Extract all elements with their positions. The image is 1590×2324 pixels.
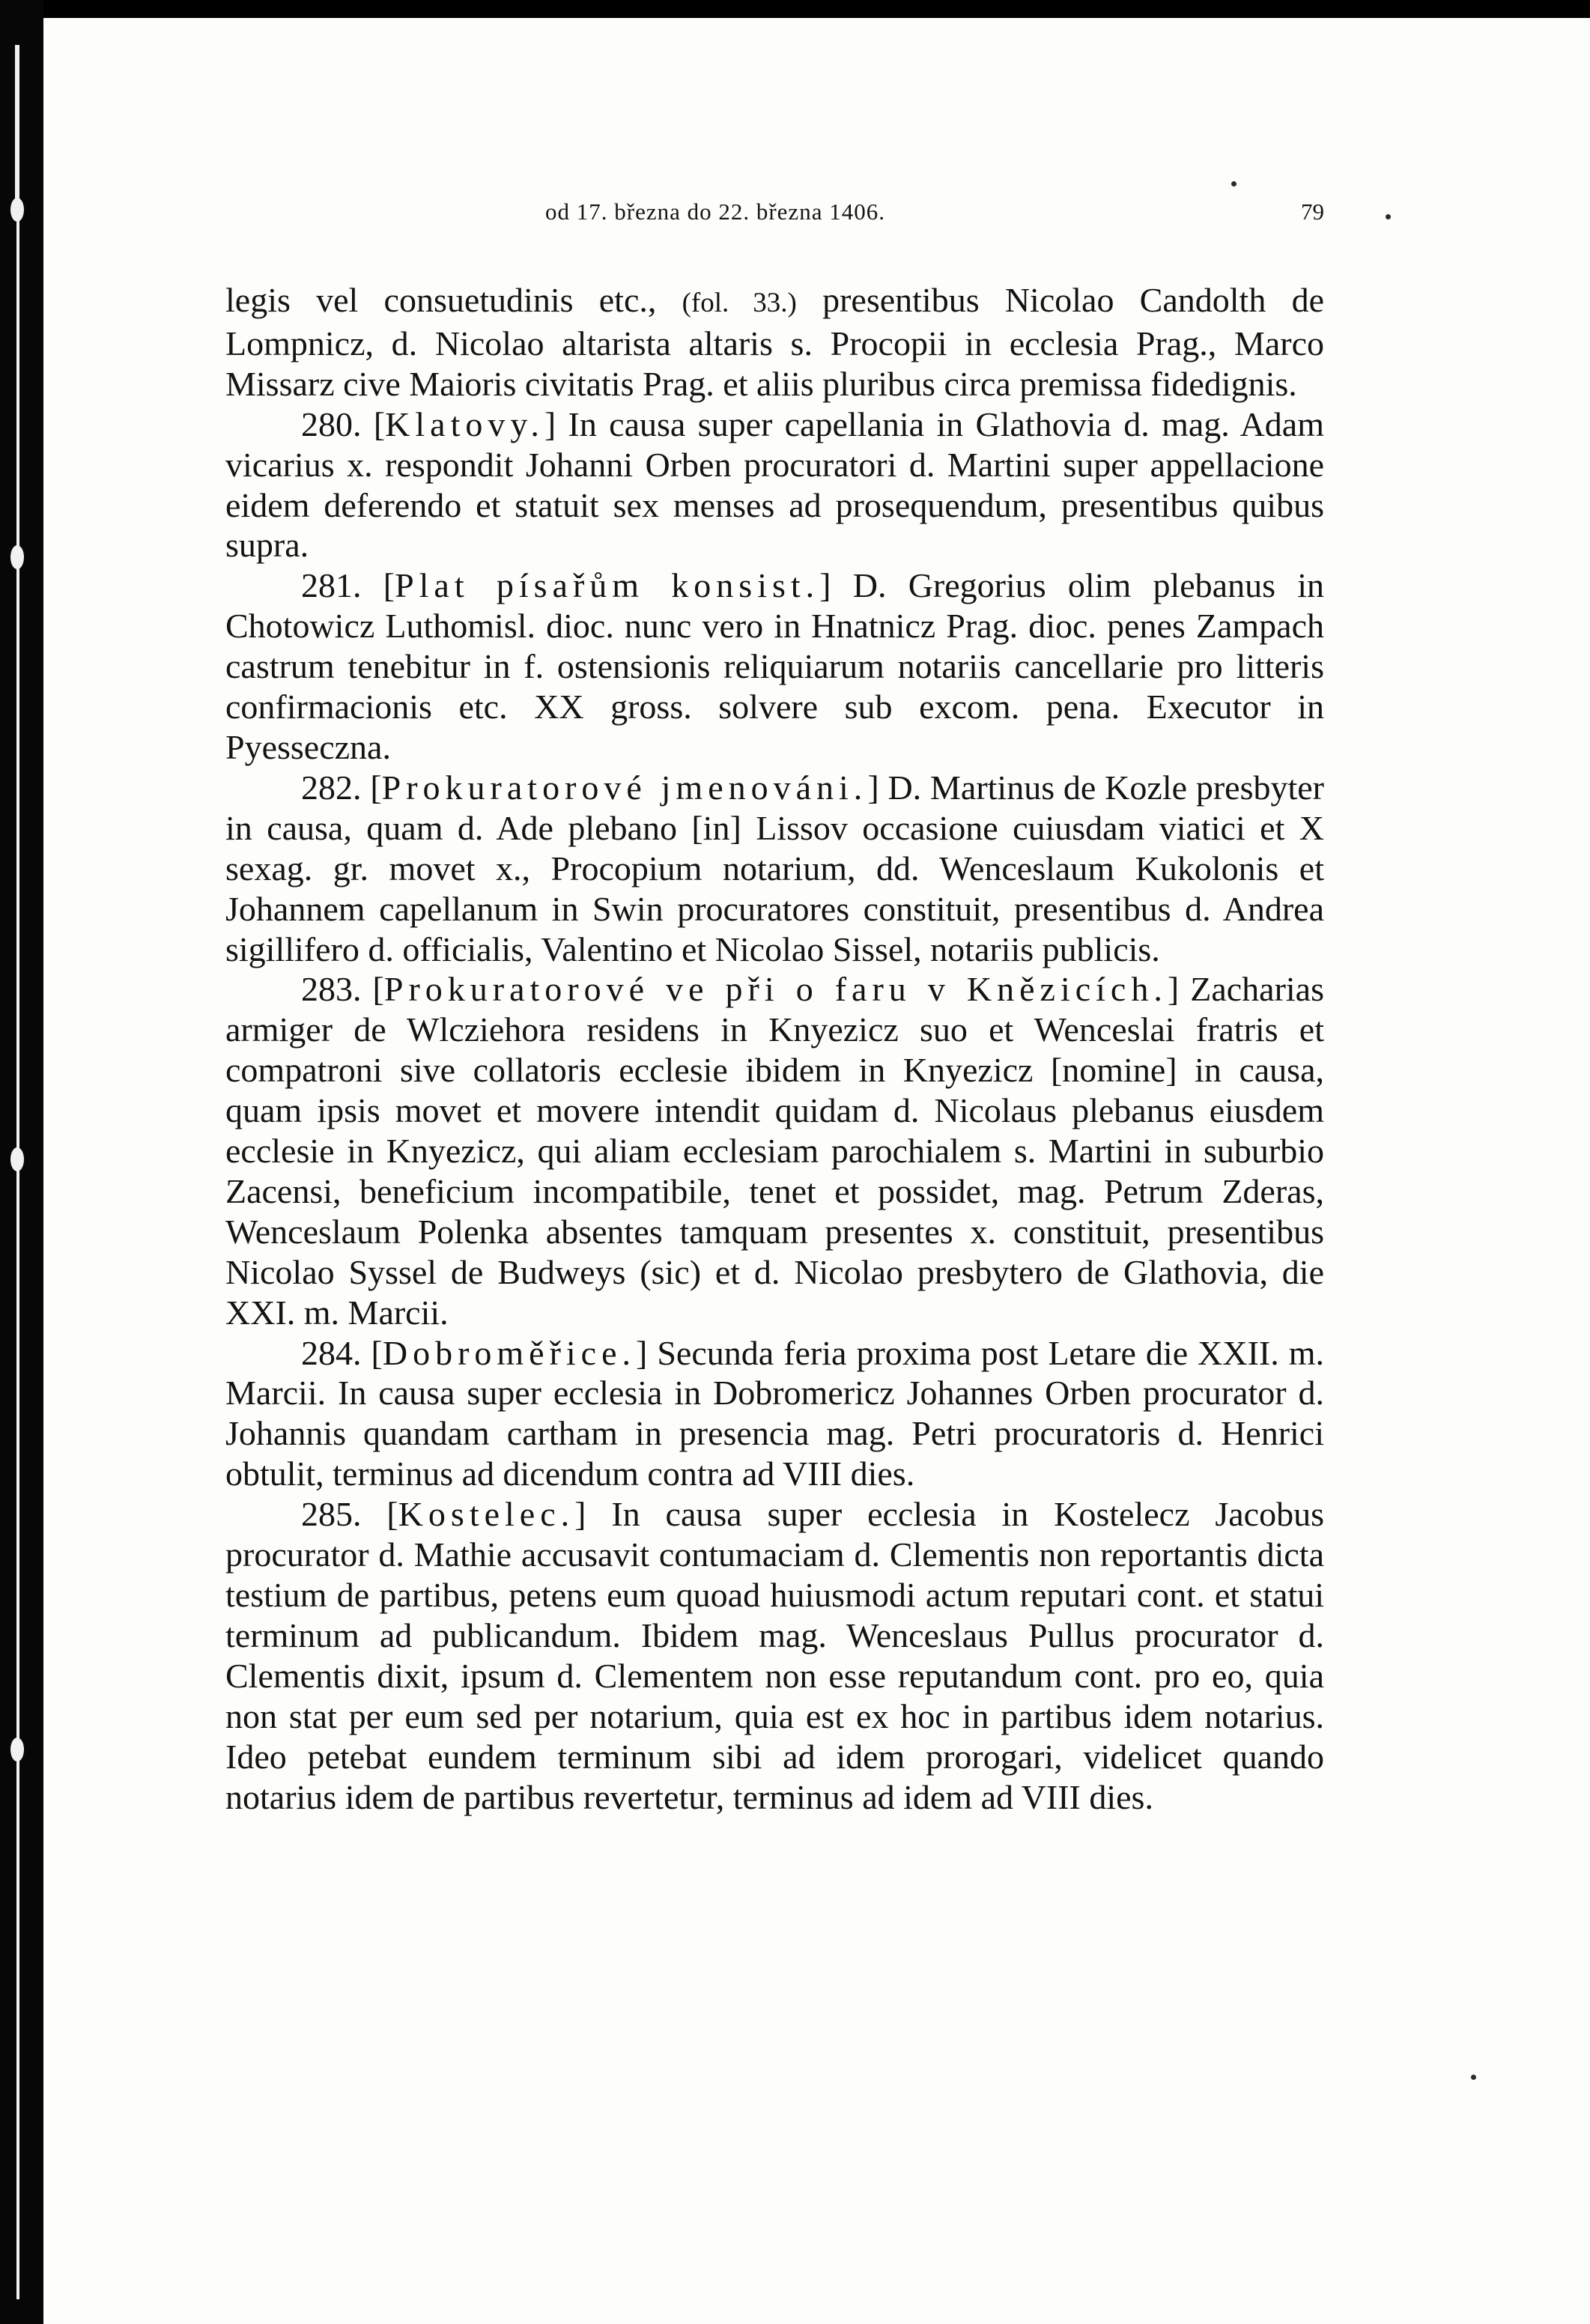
- entry-280: [225, 404, 1324, 566]
- entry-heading: Plat písařům konsist.: [395, 566, 820, 605]
- ink-speck: [1386, 214, 1391, 219]
- entry-number: 280.: [301, 404, 362, 443]
- entry-text: In causa super capellania in Glathovia d. mag. Adam vicarius x. respondit Johanni Orben procuratori d. Martini super appellacione eidem deferendo et statuit sex menses ad prosequendum, presentibus quibus supra.: [225, 404, 1324, 565]
- bracket-open: [: [361, 970, 384, 1009]
- entry-number: 283.: [301, 970, 362, 1009]
- ink-speck: [1231, 181, 1237, 186]
- page-header: [545, 198, 1324, 236]
- entry-heading: Prokuratorové jmenováni.: [381, 768, 868, 807]
- spine-mark: [10, 1147, 24, 1171]
- bracket-close: ]: [867, 768, 879, 807]
- entry-number: 284.: [301, 1333, 362, 1372]
- ink-speck: [1471, 2075, 1476, 2080]
- entry-text: Zacharias armiger de Wlcziehora residens in Knyezicz suo et Wenceslai fratris et compatroni sive collatoris ecclesie ibidem in Knyezicz [nomine] in causa, quam ipsis movet et movere intendit quidam d. Nicolaus plebanus eiusdem ecclesie in Knyezicz, qui aliam ecclesiam parochialem s. Martini in suburbio Zacensi, beneficium incompatibile, tenet et possidet, mag. Petrum Zderas, Wenceslaum Polenka absentes tamquam presentes x. constituit, presentibus Nicolao Syssel de Budweys (sic) et d. Nicolao presbytero de Glathovia, die XXI. m. Marcii.: [225, 970, 1324, 1332]
- entry-heading: Dobroměřice.: [382, 1333, 637, 1372]
- body-text: [225, 280, 1324, 1817]
- opening-paragraph: [225, 280, 1324, 404]
- bracket-close: ]: [544, 404, 556, 443]
- spine-line: [15, 45, 19, 202]
- entry-text: Secunda feria proxima post Letare die XXII. m. Marcii. In causa super ecclesia in Dobromericz Johannes Orben procurator d. Johannis quandam cartham in presencia mag. Petri procuratoris d. Henrici obtulit, terminus ad dicendum contra ad VIII dies.: [225, 1333, 1324, 1493]
- entry-283: [225, 969, 1324, 1332]
- entry-number: 285.: [301, 1495, 362, 1534]
- entry-number: 281.: [301, 566, 362, 605]
- bracket-close: ]: [819, 566, 831, 605]
- entry-281: [225, 565, 1324, 768]
- spine-mark: [10, 1738, 24, 1762]
- bracket-close: ]: [1167, 970, 1180, 1009]
- bracket-open: [: [361, 1333, 383, 1372]
- spine-line: [16, 217, 19, 2299]
- page-number: 79: [1301, 198, 1324, 225]
- opening-text: legis vel consuetudinis etc.,: [225, 281, 682, 319]
- bracket-open: [: [361, 768, 382, 807]
- bracket-close: ]: [636, 1333, 648, 1372]
- entry-text: In causa super ecclesia in Kostelecz Jacobus procurator d. Mathie accusavit contumaciam d. Clementis non reportantis dicta testium de partibus, petens eum quoad huiusmodi actum reputari cont. et statui terminum ad publicandum. Ibidem mag. Wenceslaus Pullus procurator d. Clementis dixit, ipsum d. Clementem non esse reputandum cont. pro eo, quia non stat per eum sed per notarium, quia est ex hoc in partibus idem notarius. Ideo petebat eundem terminum sibi ad idem prorogari, videlicet quando notarius idem de partibus revertetur, terminus ad idem ad VIII dies.: [225, 1495, 1325, 1816]
- page-spine-edge: [0, 0, 43, 2324]
- entry-text: D. Martinus de Kozle presbyter in causa, quam d. Ade plebano [in] Lissov occasione cuiusdam viatici et X sexag. gr. movet x., Procopium notarium, dd. Wenceslaum Kukolonis et Johannem capellanum in Swin procuratores constituit, presentibus d. Andrea sigillifero d. officialis, Valentino et Nicolao Sissel, notariis publicis.: [225, 768, 1324, 968]
- opening-text-continued: presentibus Nicolao Candolth de Lompnicz, d. Nicolao altarista altaris s. Procopii in ecclesia Prag., Marco Missarz cive Maioris civitatis Prag. et aliis pluribus circa premissa fidedignis.: [225, 281, 1324, 403]
- entry-number: 282.: [301, 768, 362, 807]
- entry-282: [225, 768, 1324, 970]
- entry-284: [225, 1333, 1324, 1495]
- entry-heading: Klatovy.: [385, 404, 544, 443]
- entry-heading: Kostelec.: [398, 1495, 575, 1534]
- bracket-close: ]: [574, 1495, 586, 1534]
- entry-heading: Prokuratorové ve při o faru v Knězicích.: [383, 970, 1168, 1009]
- folio-reference: (fol. 33.): [682, 288, 797, 318]
- spine-mark: [10, 545, 24, 569]
- bracket-open: [: [361, 566, 395, 605]
- bracket-open: [: [361, 404, 386, 443]
- entry-text: D. Gregorius olim plebanus in Chotowicz Luthomisl. dioc. nunc vero in Hnatnicz Prag. dioc. penes Zampach castrum tenebitur in f. ostensionis reliquiarum notariis cancellarie pro litteris confirmacionis etc. XX gross. solvere sub excom. pena. Executor in Pyesseczna.: [225, 566, 1325, 766]
- entry-285: [225, 1494, 1324, 1817]
- running-head: od 17. března do 22. března 1406.: [545, 198, 885, 225]
- bracket-open: [: [361, 1495, 398, 1534]
